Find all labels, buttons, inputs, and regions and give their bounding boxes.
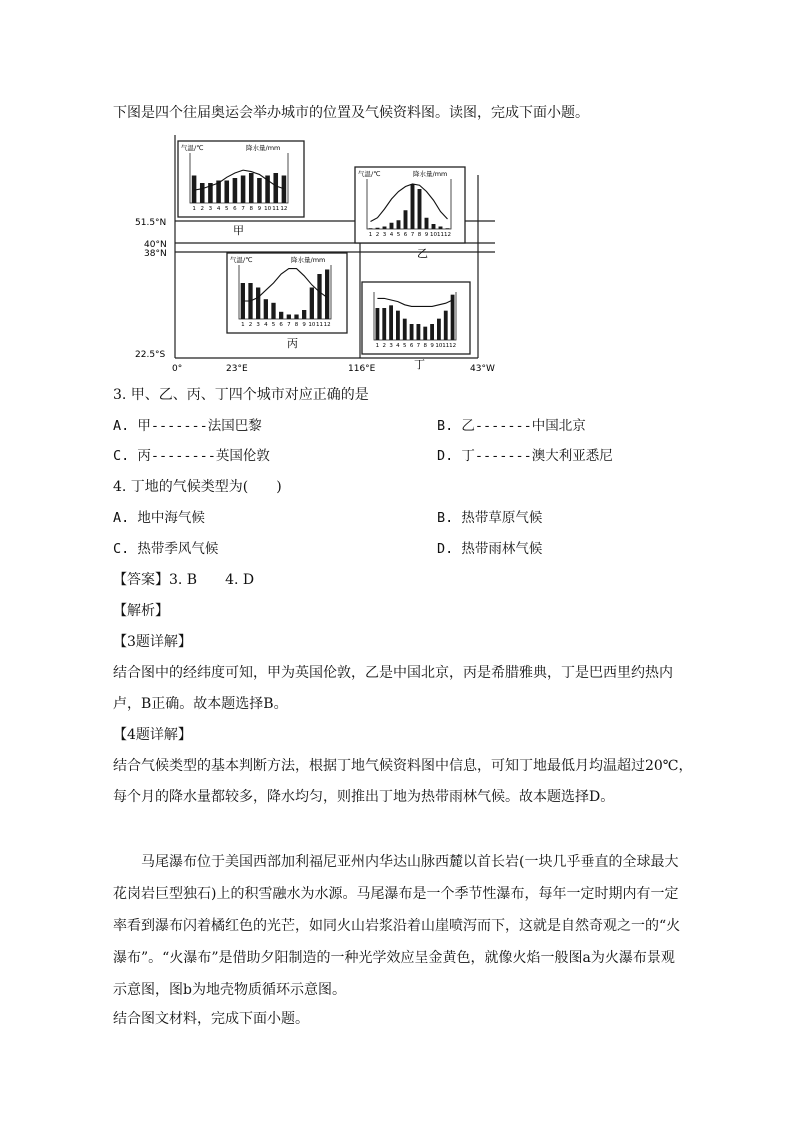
city-label-ding: 丁 [414,358,425,371]
climate-chart-bing [227,253,347,350]
passage-end: 结合图文材料，完成下面小题。 [113,1011,309,1027]
month-tick: 10 [264,206,272,212]
month-tick: 1 [192,206,196,212]
month-tick: 8 [423,343,427,349]
q4-stem: 4. 丁地的气候类型为( ) [113,479,282,495]
precip-bar [417,324,421,340]
city-label-yi: 乙 [417,247,428,260]
precip-bar [264,299,268,319]
q3-detail-title: 【3题详解】 [113,634,192,650]
month-tick: 2 [382,343,386,349]
precip-bar [287,315,291,320]
precip-bar [249,173,254,203]
month-tick: 6 [279,322,283,328]
precip-bar [294,315,298,320]
precip-bar [423,327,427,340]
q4-option-a: A. 地中海气候 [113,510,205,526]
month-tick: 6 [233,206,237,212]
lon-label-2: 116°E [348,364,376,374]
month-tick: 9 [257,206,262,212]
climate-chart-yi [355,167,465,260]
month-tick: 10 [430,232,437,238]
lon-label-3: 43°W [470,364,495,374]
q3-option-c: C. 丙--------英国伦敦 [113,448,270,464]
precip-bar [273,173,278,203]
lat-label-0: 51.5°N [135,218,167,228]
precip-bar [369,228,373,229]
precip-bar [396,311,400,340]
precip-bar [271,303,275,319]
month-tick: 4 [264,322,268,328]
month-tick: 8 [294,322,299,328]
month-tick: 3 [382,232,387,238]
q3-stem: 3. 甲、乙、丙、丁四个城市对应正确的是 [113,387,369,403]
month-tick: 11 [442,343,450,349]
precip-bar [425,218,429,229]
month-tick: 8 [417,232,422,238]
month-tick: 1 [368,232,373,238]
month-tick: 1 [375,343,380,349]
month-tick: 3 [208,206,213,212]
precip-bar [192,176,197,204]
q3-option-d: D. 丁-------澳大利亚悉尼 [437,448,613,464]
lat-label-2: 38°N [144,249,167,259]
month-tick: 12 [323,322,331,328]
city-label-jia: 甲 [233,224,244,237]
precip-bar [439,227,443,230]
q4-option-b: B. 热带草原气候 [437,510,543,526]
month-tick: 5 [271,322,276,328]
month-tick: 11 [316,322,323,328]
month-tick: 7 [241,206,245,212]
month-tick: 4 [396,343,400,349]
q4-detail-title: 【4题详解】 [113,727,192,743]
answer-line: 【答案】3. B 4. D [113,572,255,588]
intro-text: 下图是四个往届奥运会举办城市的位置及气候资料图。读图，完成下面小题。 [113,105,589,121]
month-tick: 3 [256,322,260,328]
temp-axis-label: 气温/℃ [181,144,204,152]
month-tick: 4 [216,206,221,212]
month-tick: 5 [396,232,401,238]
passage: 马尾瀑布位于美国西部加利福尼亚州内华达山脉西麓以首长岩(一块几乎垂直的全球最大花岗岩巨型独石)上的积雪融水为水源。马尾瀑布是一个季节性瀑布，每年一定时期内有一定率看到瀑布闪着橘红色的光芒，如同火山岩浆沿着山崖喷泻而下，这就是自然奇观之一的“火瀑布”。“火瀑布”是借助夕阳制造的一种光学效应呈金黄色，就像火焰一般图a为火瀑布景观示意图，图b为地壳物质循环示意图。 [113,854,681,998]
month-tick: 10 [308,322,316,328]
precip-bar [432,224,436,229]
temp-axis-label: 气温/℃ [358,170,381,178]
month-tick: 2 [375,232,380,238]
lon-label-1: 23°E [226,364,248,374]
month-tick: 7 [410,232,415,238]
precip-bar [446,228,450,229]
precip-bar [437,319,441,340]
month-tick: 4 [389,232,394,238]
precip-bar [382,308,386,340]
precip-bar [224,181,229,204]
precip-bar [325,270,329,320]
precip-axis-label: 降水量/mm [291,256,326,264]
month-tick: 8 [249,206,253,212]
precip-bar [397,220,401,229]
precip-bar [376,228,380,229]
q3-option-b: B. 乙-------中国北京 [437,418,586,434]
climate-chart-jia [178,141,304,237]
temp-axis-label: 气温/℃ [230,256,253,264]
precip-bar [256,288,260,320]
month-tick: 12 [280,206,288,212]
month-tick: 11 [272,206,280,212]
precip-bar [317,274,321,319]
precip-bar [410,324,414,340]
month-tick: 9 [424,232,429,238]
q3-detail-line-2: 卢，B正确。故本题选择B。 [113,696,288,712]
month-tick: 11 [437,232,444,238]
precip-bar [451,295,455,340]
month-tick: 6 [403,232,408,238]
month-tick: 9 [430,343,434,349]
month-tick: 7 [416,343,421,349]
precip-bar [418,189,422,229]
precip-bar [282,176,287,204]
month-tick: 3 [389,343,393,349]
lat-label-1: 40°N [144,240,167,250]
precip-axis-label: 降水量/mm [246,144,281,152]
city-label-bing: 丙 [287,337,298,350]
climate-location-figure [130,135,500,375]
q3-option-a: A. 甲-------法国巴黎 [113,418,262,434]
month-tick: 2 [248,322,253,328]
precip-bar [404,210,408,229]
month-tick: 9 [302,322,306,328]
month-tick: 12 [449,343,457,349]
q4-option-c: C. 热带季风气候 [113,541,219,557]
precip-bar [444,311,448,340]
month-tick: 12 [444,232,451,238]
precip-bar [390,223,394,229]
precip-bar [430,324,434,340]
precip-bar [389,305,393,340]
precip-bar [302,310,306,319]
precip-bar [310,288,314,320]
precip-bar [200,183,205,203]
lat-label-3: 22.5°S [135,350,166,360]
month-tick: 10 [435,343,443,349]
month-tick: 5 [403,343,407,349]
q3-detail-line-1: 结合图中的经纬度可知，甲为英国伦敦，乙是中国北京，丙是希腊雅典，丁是巴西里约热内 [113,665,673,681]
precip-bar [376,308,380,340]
precip-axis-label: 降水量/mm [413,170,448,178]
lon-label-0: 0° [172,364,183,374]
precip-bar [383,227,387,230]
month-tick: 5 [225,206,229,212]
precip-bar [411,184,415,229]
month-tick: 7 [287,322,291,328]
month-tick: 2 [200,206,204,212]
precip-bar [403,319,407,340]
month-tick: 6 [409,343,414,349]
precip-bar [241,176,246,204]
q4-detail-line-1: 结合气候类型的基本判断方法，根据丁地气候资料图中信息，可知丁地最低月均温超过20℃， [113,758,693,774]
precip-bar [279,312,283,319]
precip-bar [233,178,238,203]
precip-bar [257,178,262,203]
q4-detail-line-2: 每个月的降水量都较多，降水均匀，则推出丁地为热带雨林气候。故本题选择D。 [113,789,615,805]
analysis-title: 【解析】 [113,603,169,619]
q4-option-d: D. 热带雨林气候 [437,541,543,557]
month-tick: 1 [241,322,245,328]
